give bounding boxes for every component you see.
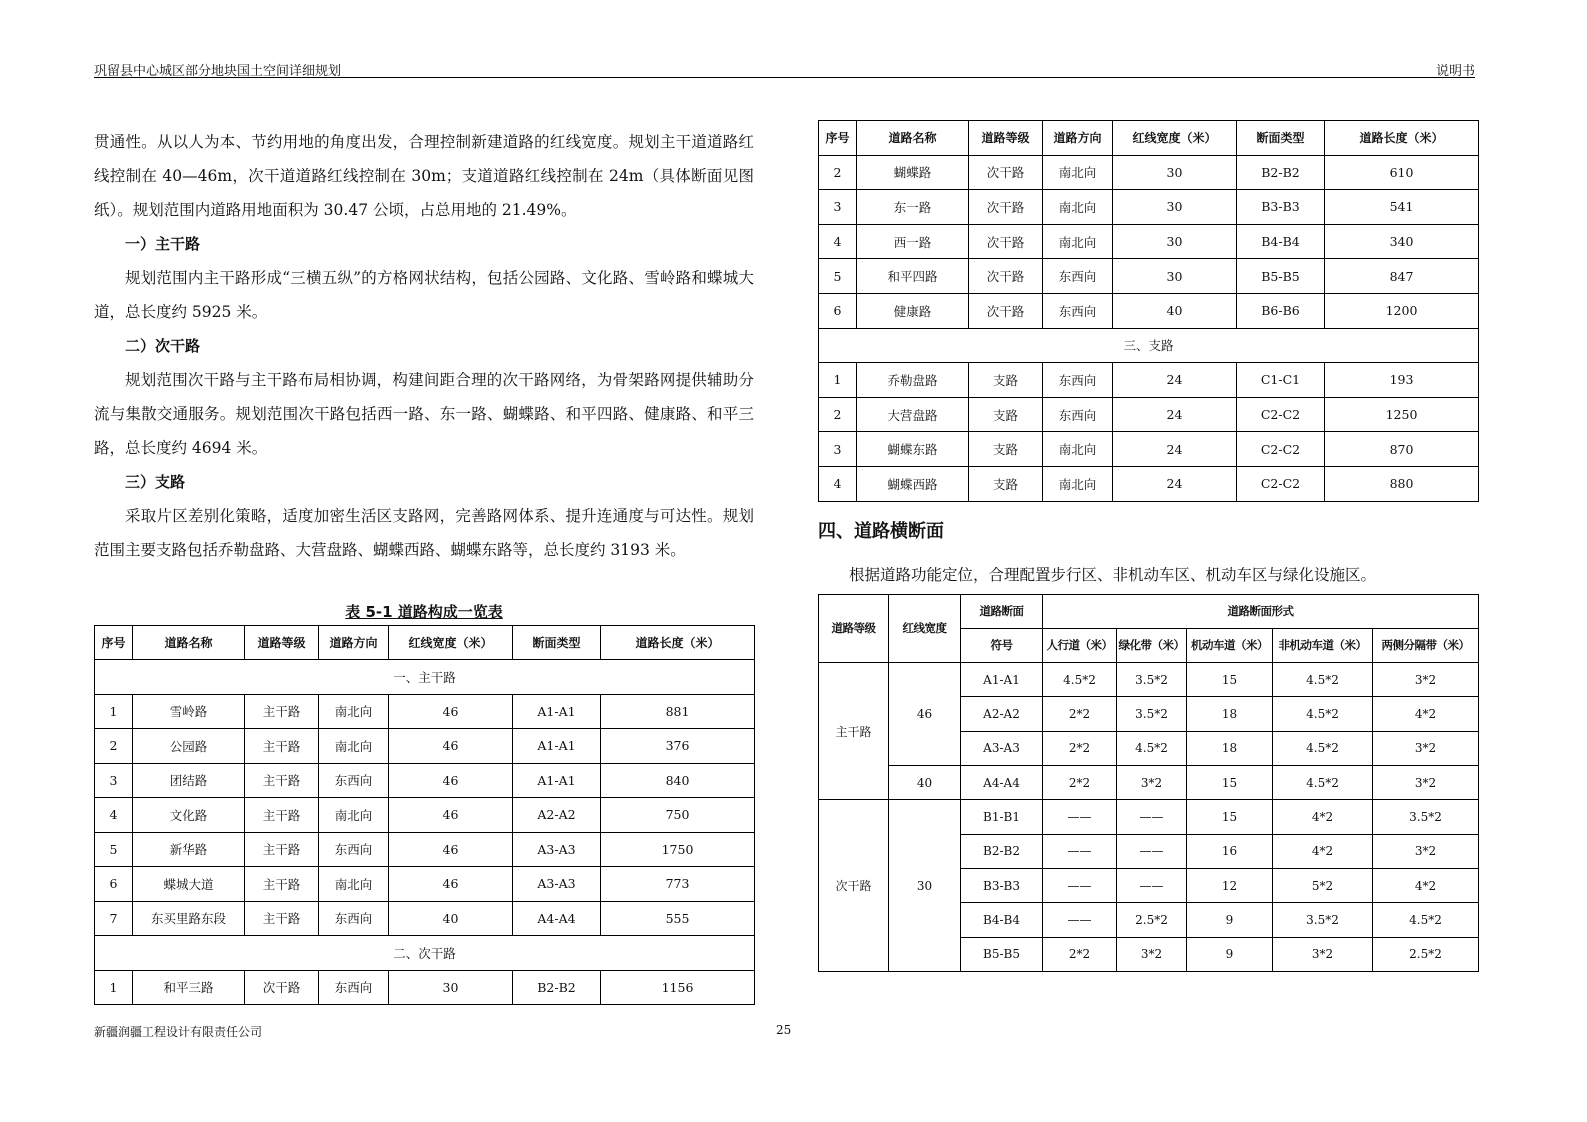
column-header: 机动车道（米） (1187, 628, 1273, 662)
table-cell: 主干路 (245, 729, 319, 764)
table-cell: 蝴蝶西路 (857, 466, 969, 501)
table-cell: 雪岭路 (133, 694, 245, 729)
table-row (819, 155, 1479, 190)
table-cell: 30 (1113, 155, 1237, 190)
table-cell: 南北向 (319, 798, 389, 833)
table-cell: 蝴蝶路 (857, 155, 969, 190)
table-cell: 南北向 (1043, 190, 1113, 225)
table-row (95, 970, 755, 1005)
table-cell: A3-A3 (513, 832, 601, 867)
table-cell: B3-B3 (961, 868, 1043, 902)
table-cell: 3.5*2 (1117, 663, 1187, 697)
table-cell: 南北向 (319, 867, 389, 902)
table-cell: A3-A3 (513, 867, 601, 902)
group-row (95, 936, 755, 971)
column-header: 道路等级 (969, 121, 1043, 156)
table-cell: 4*2 (1373, 697, 1479, 731)
table-cell: 3.5*2 (1373, 800, 1479, 834)
table-cell: 750 (601, 798, 755, 833)
table-cell: 15 (1187, 766, 1273, 800)
table-cell: A1-A1 (961, 663, 1043, 697)
table-cell: 46 (389, 867, 513, 902)
table-cell: 次干路 (969, 259, 1043, 294)
table-caption: 表 5-1 道路构成一览表 (345, 603, 503, 621)
table-cell: 30 (1113, 190, 1237, 225)
table-row (95, 901, 755, 936)
table-cell: 18 (1187, 731, 1273, 765)
table-cell: 1156 (601, 970, 755, 1005)
heading-branch-road: 三）支路 (125, 473, 186, 491)
column-header: 道路长度（米） (601, 626, 755, 660)
column-header: 断面类型 (513, 626, 601, 660)
table-cell: 南北向 (1043, 466, 1113, 501)
table-cell: C2-C2 (1237, 397, 1325, 432)
table-cell: 3*2 (1373, 663, 1479, 697)
table-cell: 376 (601, 729, 755, 764)
table-cell: 健康路 (857, 293, 969, 328)
table-cell: 1 (95, 970, 133, 1005)
table-cell: —— (1043, 800, 1117, 834)
header-divider (94, 77, 1475, 78)
width-cell: 30 (889, 800, 961, 971)
heading-secondary-road: 二）次干路 (125, 337, 201, 355)
table-cell: 46 (389, 729, 513, 764)
table-cell: 支路 (969, 397, 1043, 432)
column-header: 道路名称 (133, 626, 245, 660)
table-cell: 3*2 (1117, 937, 1187, 971)
table-cell: 24 (1113, 397, 1237, 432)
table-cell: B5-B5 (961, 937, 1043, 971)
table-cell: 30 (1113, 259, 1237, 294)
table-cell: 40 (1113, 293, 1237, 328)
table-cell: 团结路 (133, 763, 245, 798)
table-cell: 9 (1187, 937, 1273, 971)
table-cell: B6-B6 (1237, 293, 1325, 328)
table-cell: 支路 (969, 466, 1043, 501)
table-cell: 东西向 (319, 970, 389, 1005)
table-header-row (95, 626, 755, 660)
table-cell: 4*2 (1373, 868, 1479, 902)
table-cell: 340 (1325, 224, 1479, 259)
table-cell: B3-B3 (1237, 190, 1325, 225)
table-cell: 46 (389, 763, 513, 798)
table-cell: 46 (389, 832, 513, 867)
table-cell: 46 (389, 694, 513, 729)
table-cell: 3*2 (1373, 731, 1479, 765)
table-cell: 3.5*2 (1117, 697, 1187, 731)
table-cell: 30 (389, 970, 513, 1005)
column-header: 红线宽度 (889, 594, 961, 663)
table-cell: 5 (819, 259, 857, 294)
table-cell: 东买里路东段 (133, 901, 245, 936)
table-cell: 主干路 (245, 798, 319, 833)
table-cell: A1-A1 (513, 763, 601, 798)
table-cell: —— (1043, 903, 1117, 937)
table-cell: 24 (1113, 466, 1237, 501)
table-cell: 1250 (1325, 397, 1479, 432)
table-cell: —— (1117, 868, 1187, 902)
road-composition-table (94, 625, 755, 1005)
table-cell: B4-B4 (961, 903, 1043, 937)
column-header: 人行道（米） (1043, 628, 1117, 662)
cross-section-table (818, 594, 1479, 972)
table-row (819, 259, 1479, 294)
table-cell: 5*2 (1273, 868, 1373, 902)
table-cell: 2*2 (1043, 697, 1117, 731)
column-header: 两侧分隔带（米） (1373, 628, 1479, 662)
table-cell: 4 (95, 798, 133, 833)
table-cell: 2 (95, 729, 133, 764)
width-cell: 40 (889, 766, 961, 800)
grade-cell: 主干路 (819, 663, 889, 800)
road-composition-table-continued (818, 120, 1479, 502)
table-cell: 40 (389, 901, 513, 936)
width-cell: 46 (889, 663, 961, 766)
table-cell: 610 (1325, 155, 1479, 190)
table-cell: 和平四路 (857, 259, 969, 294)
table-row (95, 867, 755, 902)
table-cell: 东西向 (319, 763, 389, 798)
left-column (94, 125, 754, 1005)
table-cell: 840 (601, 763, 755, 798)
table-cell: 4*2 (1273, 800, 1373, 834)
doc-title-header: 巩留县中心城区部分地块国土空间详细规划 (94, 64, 342, 79)
table-cell: 公园路 (133, 729, 245, 764)
table-cell: 555 (601, 901, 755, 936)
section-heading-cross-section: 四、道路横断面 (818, 520, 944, 542)
table-row (95, 729, 755, 764)
group-label: 三、支路 (819, 328, 1479, 363)
column-header: 道路等级 (245, 626, 319, 660)
table-cell: 次干路 (969, 155, 1043, 190)
table-cell: 1200 (1325, 293, 1479, 328)
table-cell: 4.5*2 (1373, 903, 1479, 937)
table-row (95, 763, 755, 798)
table-row (95, 832, 755, 867)
group-label: 一、主干路 (95, 660, 755, 695)
table-cell: 1 (95, 694, 133, 729)
table-cell: 和平三路 (133, 970, 245, 1005)
table-cell: B1-B1 (961, 800, 1043, 834)
table-cell: 6 (95, 867, 133, 902)
table-cell: 3*2 (1117, 766, 1187, 800)
table-cell: 46 (389, 798, 513, 833)
table-cell: A4-A4 (961, 766, 1043, 800)
column-header: 断面类型 (1237, 121, 1325, 156)
table-cell: 1750 (601, 832, 755, 867)
column-header: 道路断面形式 (1043, 594, 1479, 628)
table-cell: 东西向 (319, 832, 389, 867)
table-cell: 南北向 (1043, 155, 1113, 190)
column-header: 序号 (95, 626, 133, 660)
table-cell: 30 (1113, 224, 1237, 259)
table-cell: 2*2 (1043, 766, 1117, 800)
table-cell: 12 (1187, 868, 1273, 902)
table-cell: 3 (95, 763, 133, 798)
table-cell: 880 (1325, 466, 1479, 501)
table-cell: 16 (1187, 834, 1273, 868)
table-row (819, 663, 1479, 697)
table-cell: 15 (1187, 663, 1273, 697)
table-cell: 3 (819, 190, 857, 225)
table-cell: 南北向 (1043, 432, 1113, 467)
table-cell: 9 (1187, 903, 1273, 937)
column-header: 道路方向 (1043, 121, 1113, 156)
table-cell: —— (1117, 834, 1187, 868)
table-row (95, 798, 755, 833)
table-cell: 次干路 (969, 224, 1043, 259)
table-cell: 4.5*2 (1273, 663, 1373, 697)
table-cell: A1-A1 (513, 729, 601, 764)
table-cell: 东西向 (1043, 293, 1113, 328)
column-header: 道路方向 (319, 626, 389, 660)
paragraph-road-width: 贯通性。从以人为本、节约用地的角度出发，合理控制新建道路的红线宽度。规划主干道道路红线控制在 40—46m，次干道道路红线控制在 30m；支道道路红线控制在 24m（具体断面见图纸）。规划范围内道路用地面积为 30.47 公顷，占总用地的 21.49%。 (94, 133, 754, 219)
table-header-row (819, 121, 1479, 156)
column-header: 道路等级 (819, 594, 889, 663)
table-cell: 541 (1325, 190, 1479, 225)
table-cell: 主干路 (245, 832, 319, 867)
table-cell: 新华路 (133, 832, 245, 867)
table-cell: 西一路 (857, 224, 969, 259)
table-cell: 4.5*2 (1043, 663, 1117, 697)
table-cell: A2-A2 (961, 697, 1043, 731)
table-row (819, 466, 1479, 501)
table-cell: 4.5*2 (1273, 731, 1373, 765)
table-cell: C2-C2 (1237, 432, 1325, 467)
table-cell: 773 (601, 867, 755, 902)
table-cell: 3.5*2 (1273, 903, 1373, 937)
paragraph-main-road: 规划范围内主干路形成“三横五纵”的方格网状结构，包括公园路、文化路、雪岭路和蝶城大道，总长度约 5925 米。 (94, 269, 754, 321)
table-cell: 2 (819, 397, 857, 432)
table-cell: 3*2 (1373, 766, 1479, 800)
table-cell: 乔勒盘路 (857, 363, 969, 398)
table-cell: 南北向 (319, 729, 389, 764)
column-header: 道路名称 (857, 121, 969, 156)
table-row (819, 397, 1479, 432)
table-cell: 2 (819, 155, 857, 190)
table-cell: 2*2 (1043, 731, 1117, 765)
table-cell: —— (1043, 834, 1117, 868)
table-cell: B2-B2 (1237, 155, 1325, 190)
group-row (95, 660, 755, 695)
table-cell: 南北向 (319, 694, 389, 729)
column-header: 绿化带（米） (1117, 628, 1187, 662)
table-cell: 24 (1113, 432, 1237, 467)
table-cell: 2.5*2 (1117, 903, 1187, 937)
table-cell: B2-B2 (513, 970, 601, 1005)
paragraph-branch-road: 采取片区差别化策略，适度加密生活区支路网，完善路网体系、提升连通度与可达性。规划范围主要支路包括乔勒盘路、大营盘路、蝴蝶西路、蝴蝶东路等，总长度约 3193 米。 (94, 507, 754, 559)
table-cell: A3-A3 (961, 731, 1043, 765)
table-cell: C1-C1 (1237, 363, 1325, 398)
column-header: 红线宽度（米） (1113, 121, 1237, 156)
table-cell: 次干路 (969, 293, 1043, 328)
table-cell: 大营盘路 (857, 397, 969, 432)
table-cell: 193 (1325, 363, 1479, 398)
table-cell: 4 (819, 224, 857, 259)
grade-cell: 次干路 (819, 800, 889, 971)
table-cell: 主干路 (245, 901, 319, 936)
table-cell: 4.5*2 (1273, 697, 1373, 731)
table-cell: 支路 (969, 363, 1043, 398)
table-cell: —— (1043, 868, 1117, 902)
table-cell: 次干路 (969, 190, 1043, 225)
table-cell: A4-A4 (513, 901, 601, 936)
table-cell: 蝶城大道 (133, 867, 245, 902)
table-row (819, 432, 1479, 467)
table-cell: —— (1117, 800, 1187, 834)
table-cell: 东西向 (1043, 397, 1113, 432)
table-cell: B4-B4 (1237, 224, 1325, 259)
table-cell: 4.5*2 (1273, 766, 1373, 800)
table-cell: C2-C2 (1237, 466, 1325, 501)
column-header: 非机动车道（米） (1273, 628, 1373, 662)
table-cell: 3*2 (1373, 834, 1479, 868)
column-header: 符号 (961, 628, 1043, 662)
table-cell: 主干路 (245, 694, 319, 729)
table-row (819, 800, 1479, 834)
table-cell: 5 (95, 832, 133, 867)
table-row (95, 694, 755, 729)
page-number: 25 (776, 1023, 792, 1037)
table-cell: 东西向 (1043, 363, 1113, 398)
table-cell: 881 (601, 694, 755, 729)
table-cell: 文化路 (133, 798, 245, 833)
table-cell: 18 (1187, 697, 1273, 731)
table-row (819, 190, 1479, 225)
column-header: 红线宽度（米） (389, 626, 513, 660)
table-cell: 蝴蝶东路 (857, 432, 969, 467)
table-cell: 支路 (969, 432, 1043, 467)
table-cell: 870 (1325, 432, 1479, 467)
table-cell: 2*2 (1043, 937, 1117, 971)
table-cell: 3*2 (1273, 937, 1373, 971)
table-row (819, 363, 1479, 398)
table-cell: 4 (819, 466, 857, 501)
column-header: 道路断面 (961, 594, 1043, 628)
table-cell: 4*2 (1273, 834, 1373, 868)
table-cell: A1-A1 (513, 694, 601, 729)
table-cell: B2-B2 (961, 834, 1043, 868)
column-header: 道路长度（米） (1325, 121, 1479, 156)
cross-section-intro: 根据道路功能定位，合理配置步行区、非机动车区、机动车区与绿化设施区。 (849, 565, 1377, 584)
table-cell: B5-B5 (1237, 259, 1325, 294)
right-column (818, 120, 1478, 972)
table-cell: 东一路 (857, 190, 969, 225)
table-cell: 2.5*2 (1373, 937, 1479, 971)
footer-company: 新疆润疆工程设计有限责任公司 (94, 1025, 263, 1039)
table-header-row (819, 594, 1479, 628)
table-cell: A2-A2 (513, 798, 601, 833)
table-cell: 东西向 (1043, 259, 1113, 294)
doc-type-header: 说明书 (1435, 64, 1475, 79)
table-row (819, 293, 1479, 328)
group-row (819, 328, 1479, 363)
paragraph-secondary-road: 规划范围次干路与主干路布局相协调，构建间距合理的次干路网络，为骨架路网提供辅助分流与集散交通服务。规划范围次干路包括西一路、东一路、蝴蝶路、和平四路、健康路、和平三路，总长度约 4694 米。 (94, 371, 754, 457)
table-cell: 1 (819, 363, 857, 398)
group-label: 二、次干路 (95, 936, 755, 971)
heading-main-road: 一）主干路 (125, 235, 201, 253)
table-cell: 7 (95, 901, 133, 936)
table-cell: 24 (1113, 363, 1237, 398)
column-header: 序号 (819, 121, 857, 156)
table-cell: 东西向 (319, 901, 389, 936)
table-cell: 主干路 (245, 763, 319, 798)
table-cell: 847 (1325, 259, 1479, 294)
table-row (819, 766, 1479, 800)
table-cell: 次干路 (245, 970, 319, 1005)
table-cell: 6 (819, 293, 857, 328)
table-cell: 4.5*2 (1117, 731, 1187, 765)
table-cell: 主干路 (245, 867, 319, 902)
table-row (819, 224, 1479, 259)
table-cell: 南北向 (1043, 224, 1113, 259)
table-cell: 3 (819, 432, 857, 467)
table-cell: 15 (1187, 800, 1273, 834)
